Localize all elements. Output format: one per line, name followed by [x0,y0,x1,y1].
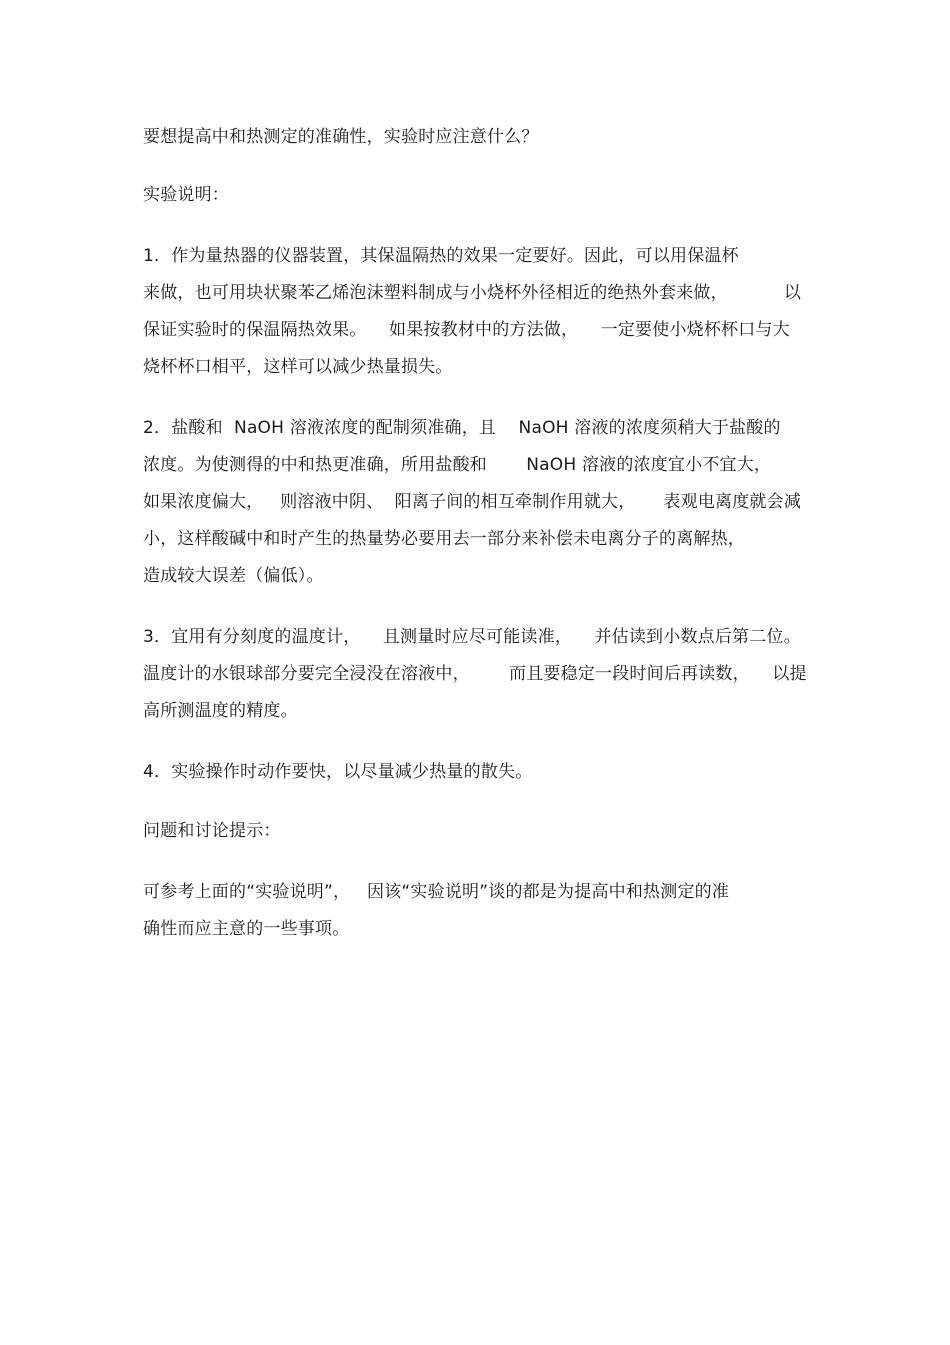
section-heading-experiment: 实验说明： [143,185,229,205]
item-2-line: 造成较大误差（偏低）。 [143,566,324,586]
item-1-line: 保证实验时的保温隔热效果。 如果按教材中的方法做， 一定要使小烧杯杯口与大 [143,320,790,340]
item-3-line: 温度计的水银球部分要完全浸没在溶液中， 而且要稳定一段时间后再读数， 以提 [143,664,807,684]
discussion-line: 确性而应主意的一些事项。 [143,919,350,939]
item-4-line: 4．实验操作时动作要快，以尽量减少热量的散失。 [143,762,533,782]
item-2-line: 如果浓度偏大， 则溶液中阴、 阳离子间的相互牵制作用就大， 表观电离度就会减 [143,492,802,512]
item-2-line: 2．盐酸和 NaOH 溶液浓度的配制须准确，且 NaOH 溶液的浓度须稍大于盐酸的 [143,418,781,438]
item-3-line: 高所测温度的精度。 [143,701,298,721]
item-2-line: 小，这样酸碱中和时产生的热量势必要用去一部分来补偿未电离分子的离解热， [143,529,745,549]
discussion-line: 可参考上面的“实验说明”， 因该“实验说明”谈的都是为提高中和热测定的准 [143,882,730,902]
item-1-line: 1．作为量热器的仪器装置，其保温隔热的效果一定要好。因此，可以用保温杯 [143,246,739,266]
item-3-line: 3．宜用有分刻度的温度计， 且测量时应尽可能读准， 并估读到小数点后第二位。 [143,627,801,647]
item-1-line: 烧杯杯口相平，这样可以减少热量损失。 [143,357,453,377]
section-heading-discussion: 问题和讨论提示： [143,821,281,841]
item-1-line: 来做，也可用块状聚苯乙烯泡沫塑料制成与小烧杯外径相近的绝热外套来做， 以 [143,283,802,303]
title-question: 要想提高中和热测定的准确性，实验时应注意什么？ [143,127,539,147]
item-2-line: 浓度。为使测得的中和热更准确，所用盐酸和 NaOH 溶液的浓度宜小不宜大， [143,455,772,475]
